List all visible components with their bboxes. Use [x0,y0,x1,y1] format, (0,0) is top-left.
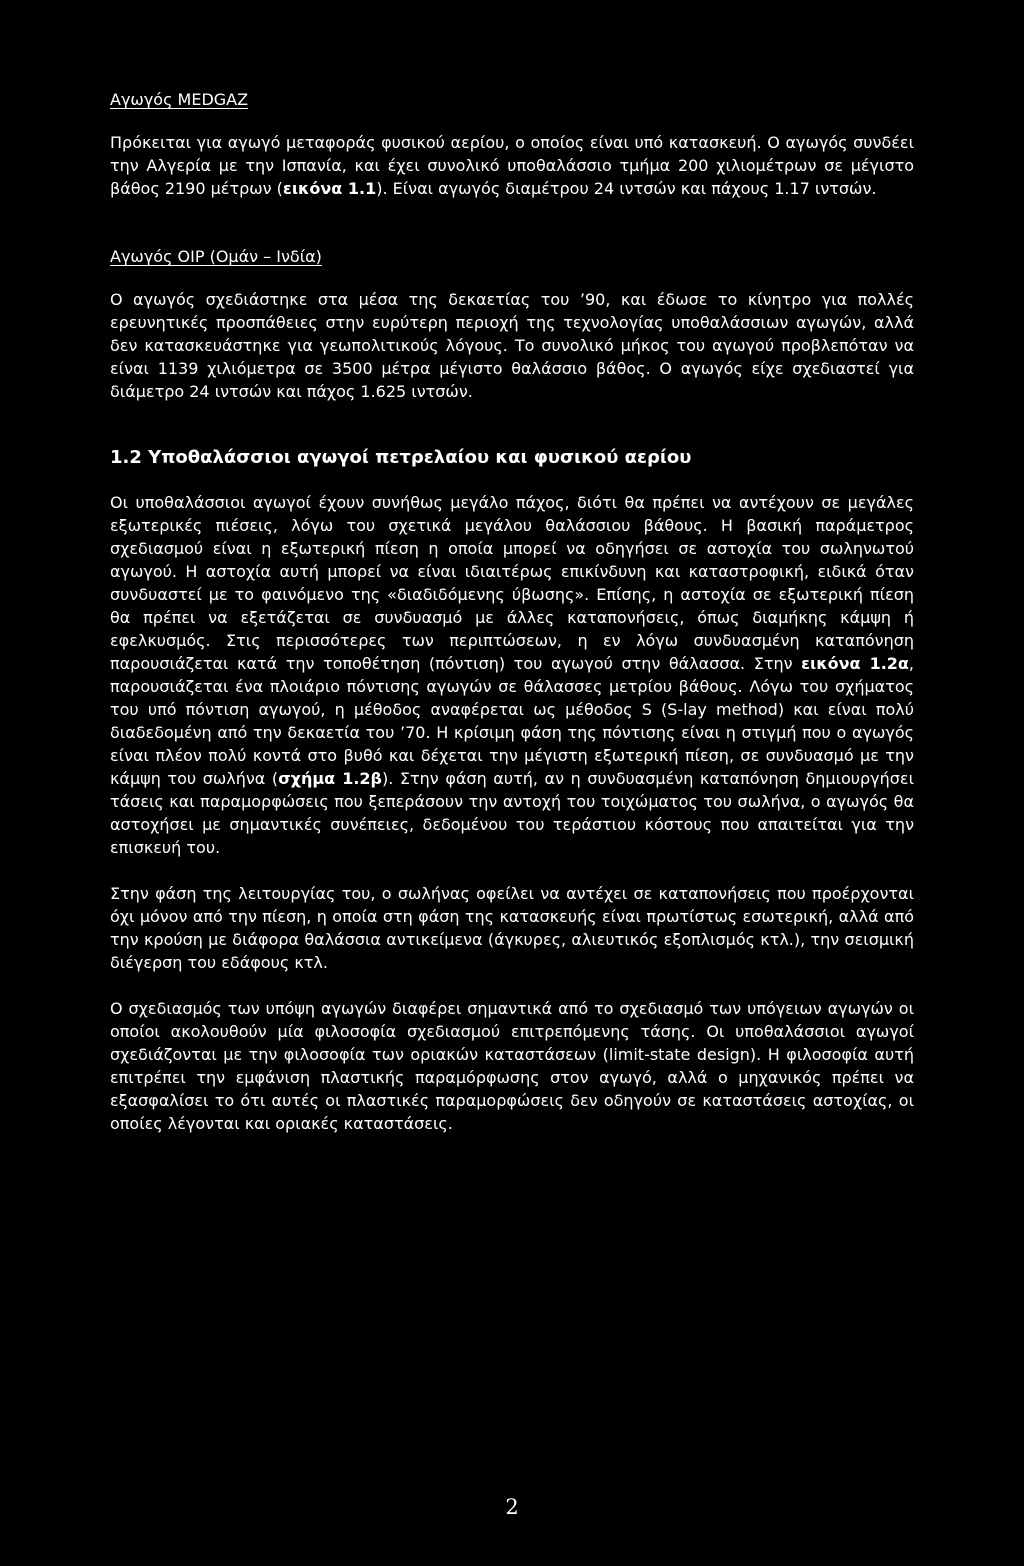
text-run: , παρουσιάζεται ένα πλοιάριο πόντισης αγωγών σε θάλασσες μετρίου βάθους. Λόγω του σχήματος του υπό πόντιση αγωγού, η μέθοδος αναφέρεται ως μέθοδος S (S-lay method) και είναι πολύ διαδεδομένη από την δεκαετία του ’70. Η κρίσιμη φάση της πόντισης είναι η στιγμή που ο αγωγός είναι πλέον πολύ κοντά στο βυθό και δέχεται την μέγιστη εξωτερική πίεση, σε συνδυασμό με την κάμψη του σωλήνα ( [110,654,915,788]
paragraph-design: Ο σχεδιασμός των υπόψη αγωγών διαφέρει σημαντικά από το σχεδιασμό των υπόγειων αγωγών οι οποίοι ακολουθούν μία φιλοσοφία σχεδιασμού επιτρεπόμενης τάσης. Οι υποθαλάσσιοι αγωγοί σχεδιάζονται με την φιλοσοφία των οριακών καταστάσεων (limit-state design). Η φιλοσοφία αυτή επιτρέπει την εμφάνιση πλαστικής παραμόρφωσης στον αγωγό, αλλά ο μηχανικός πρέπει να εξασφαλίσει το ότι αυτές οι πλαστικές παραμορφώσεις δεν οδηγούν σε καταστάσεις αστοχίας, οι οποίες λέγονται και οριακές καταστάσεις. [110,999,914,1133]
text-run: ). Στην φάση αυτή, αν η συνδυασμένη καταπόνηση δημιουργήσει τάσεις και παραμορφώσεις που ξεπεράσουν την αντοχή του τοιχώματος του σωλήνα, ο αγωγός θα αστοχήσει με σημαντικές συνέπειες, δεδομένου του τεράστιου κόστους που απαιτείται για την επισκευή του. [110,769,914,857]
figure-reference: σχήμα 1.2β [278,769,382,788]
page-number: 2 [505,1495,519,1519]
heading-oip: Αγωγός OIP (Ομάν – Ινδία) [110,247,322,266]
paragraph-operation: Στην φάση της λειτουργίας του, ο σωλήνας οφείλει να αντέχει σε καταπονήσεις που προέρχονται όχι μόνον από την πίεση, η οποία στη φάση της κατασκευής είναι πρωτίστως εσωτερική, αλλά από την κρούση με διάφορα θαλάσσια αντικείμενα (άγκυρες, αλιευτικός εξοπλισμός κτλ.), την σεισμική διέγερση του εδάφους κτλ. [110,884,914,972]
section-title: 1.2 Υποθαλάσσιοι αγωγοί πετρελαίου και φυσικού αερίου [110,447,692,468]
text-run: ). Είναι αγωγός διαμέτρου 24 ιντσών και πάχους 1.17 ιντσών. [376,179,877,198]
text-run: Πρόκειται για αγωγό μεταφοράς φυσικού αερίου, ο οποίος είναι υπό κατασκευή. Ο αγωγός συνδέει την Αλγερία με την Ισπανία, και έχει συνολικό υποθαλάσσιο τμήμα 200 χιλιομέτρων σε μέγιστο βάθος 2190 μέτρων ( [110,133,914,198]
figure-reference: εικόνα 1.2α [801,654,909,673]
figure-reference: εικόνα 1.1 [282,179,377,198]
heading-medgaz: Αγωγός MEDGAZ [110,90,249,109]
paragraph-oip: Ο αγωγός σχεδιάστηκε στα μέσα της δεκαετίας του ’90, και έδωσε το κίνητρο για πολλές ερευνητικές προσπάθειες στην ευρύτερη περιοχή της τεχνολογίας υποθαλάσσιων αγωγών, αλλά δεν κατασκευάστηκε για γεωπολιτικούς λόγους. Το συνολικό μήκος του αγωγού προβλεπόταν να είναι 1139 χιλιόμετρα σε 3500 μέτρα μέγιστο θαλάσσιο βάθος. Ο αγωγός είχε σχεδιαστεί για διάμετρο 24 ιντσών και πάχος 1.625 ιντσών. [110,290,914,401]
paragraph-pressure [110,491,914,859]
text-run: Οι υποθαλάσσιοι αγωγοί έχουν συνήθως μεγάλο πάχος, διότι θα πρέπει να αντέχουν σε μεγάλες εξωτερικές πιέσεις, λόγω του σχετικά μεγάλου θαλάσσιου βάθους. Η βασική παράμετρος σχεδιασμού είναι η εξωτερική πίεση η οποία μπορεί να οδηγήσει σε αστοχία του σωληνωτού αγωγού. Η αστοχία αυτή μπορεί να είναι ιδιαιτέρως επικίνδυνη και καταστροφική, ειδικά όταν συνδυαστεί με το φαινόμενο της «διαδιδόμενης ύβωσης». Επίσης, η αστοχία σε εξωτερική πίεση θα πρέπει να εξετάζεται σε συνδυασμό με άλλες καταπονήσεις, όπως διαμήκης κάμψη ή εφελκυσμός. Στις περισσότερες των περιπτώσεων, η εν λόγω συνδυασμένη καταπόνηση παρουσιάζεται κατά την τοποθέτηση (πόντιση) του αγωγού στην θάλασσα. Στην [110,493,914,673]
paragraph-medgaz [110,131,914,200]
document-page [110,88,914,1135]
